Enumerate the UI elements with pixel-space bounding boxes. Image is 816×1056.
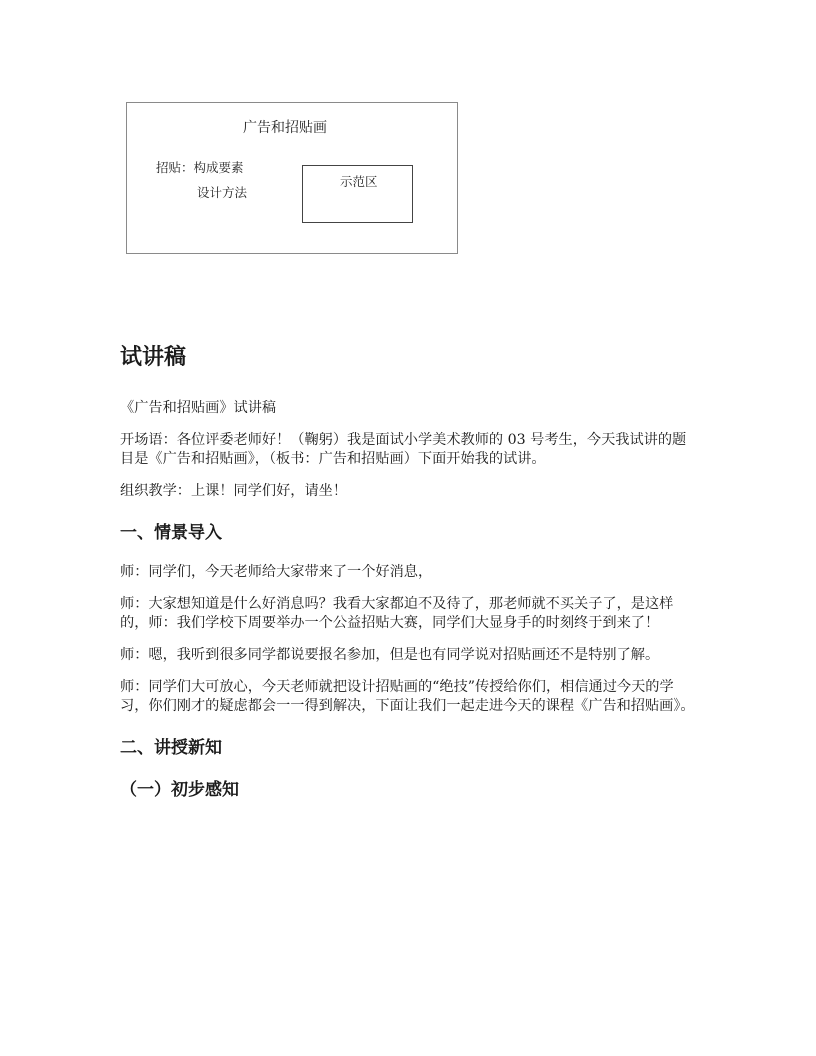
document-body [120, 342, 700, 802]
demo-area-box [302, 165, 413, 223]
opening-paragraph: 开场语：各位评委老师好！（鞠躬）我是面试小学美术教师的 03 号考生，今天我试讲的题目是《广告和招贴画》，（板书：广告和招贴画）下面开始我的试讲。 [120, 432, 687, 467]
doc-subtitle: 《广告和招贴画》试讲稿 [120, 400, 277, 416]
intro-paragraph: 师：同学们，今天老师给大家带来了一个好消息， [120, 564, 433, 580]
blackboard-diagram [126, 102, 458, 254]
section-heading-intro: 一、情景导入 [120, 523, 222, 543]
board-line-methods: 设计方法 [197, 185, 248, 200]
organize-paragraph: 组织教学：上课！同学们好，请坐！ [120, 483, 348, 499]
board-line-elements: 招贴：构成要素 [156, 160, 244, 175]
board-title: 广告和招贴画 [243, 120, 327, 136]
section-heading-teaching: 二、讲授新知 [120, 738, 222, 758]
page-title: 试讲稿 [120, 345, 187, 370]
intro-paragraph: 师：同学们大可放心，今天老师就把设计招贴画的“绝技”传授给你们，相信通过今天的学习，你们刚才的疑虑都会一一得到解决，下面让我们一起走进今天的课程《广告和招贴画》。 [120, 679, 695, 714]
demo-area-label: 示范区 [340, 174, 378, 189]
subsection-heading-perception: （一）初步感知 [120, 780, 239, 800]
intro-paragraph: 师：嗯，我听到很多同学都说要报名参加，但是也有同学说对招贴画还不是特别了解。 [120, 647, 660, 663]
intro-paragraph: 师：大家想知道是什么好消息吗？我看大家都迫不及待了，那老师就不买关子了，是这样的，师：我们学校下周要举办一个公益招贴大赛，同学们大显身手的时刻终于到来了！ [120, 596, 674, 631]
